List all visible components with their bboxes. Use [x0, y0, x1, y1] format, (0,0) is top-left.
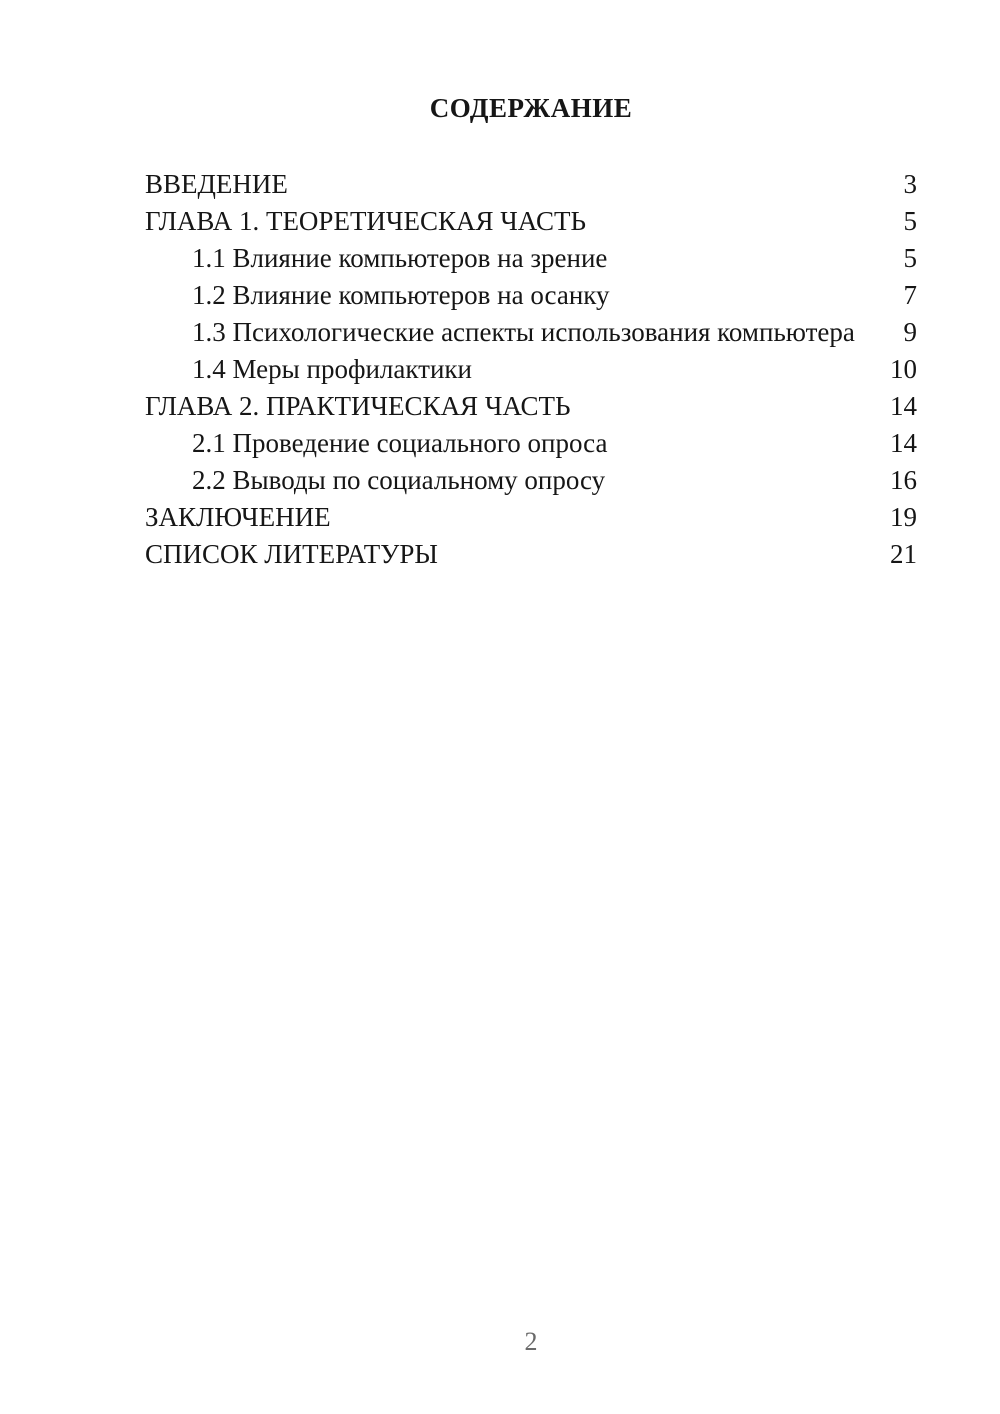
toc-entry-page: 10: [890, 354, 917, 384]
toc-entry-title: 2.1 Проведение социального опроса: [192, 428, 608, 458]
toc-entry-page: 5: [903, 206, 917, 236]
toc-entry-page: 5: [903, 243, 917, 273]
toc-entry-2-2: [145, 462, 917, 499]
toc-entry-2-1: [145, 425, 917, 462]
toc-entry-page: 9: [903, 317, 917, 347]
toc-entry-page: 14: [890, 428, 917, 458]
toc-entry-1-4: [145, 351, 917, 388]
toc-entry-title: ГЛАВА 2. ПРАКТИЧЕСКАЯ ЧАСТЬ: [145, 391, 571, 421]
toc-entry-title: 1.4 Меры профилактики: [192, 354, 472, 384]
toc-entry-title: ЗАКЛЮЧЕНИЕ: [145, 502, 331, 532]
toc-content: [145, 90, 917, 573]
toc-entry-title: 2.2 Выводы по социальному опросу: [192, 465, 606, 495]
table-of-contents: [145, 166, 917, 573]
toc-entry-title: 1.3 Психологические аспекты использования компьютера: [192, 317, 855, 347]
toc-entry-title: 1.2 Влияние компьютеров на осанку: [192, 280, 610, 310]
footer-page-number: 2: [524, 1327, 538, 1356]
toc-entry-title: ВВЕДЕНИЕ: [145, 169, 288, 199]
toc-entry-glava-2: [145, 388, 917, 425]
toc-entry-page: 14: [890, 391, 917, 421]
toc-entry-1-2: [145, 277, 917, 314]
toc-entry-glava-1: [145, 203, 917, 240]
toc-entry-title: ГЛАВА 1. ТЕОРЕТИЧЕСКАЯ ЧАСТЬ: [145, 206, 586, 236]
toc-entry-title: СПИСОК ЛИТЕРАТУРЫ: [145, 539, 438, 569]
toc-entry-page: 19: [890, 502, 917, 532]
toc-entry-page: 7: [903, 280, 917, 310]
toc-entry-1-1: [145, 240, 917, 277]
page-title: СОДЕРЖАНИЕ: [429, 93, 633, 123]
toc-entry-page: 3: [903, 169, 917, 199]
toc-entry-spisok-literatury: [145, 536, 917, 573]
toc-entry-vvedenie: [145, 166, 917, 203]
toc-entry-zaklyuchenie: [145, 499, 917, 536]
toc-entry-page: 16: [890, 465, 917, 495]
toc-entry-1-3: [145, 314, 917, 351]
toc-entry-title: 1.1 Влияние компьютеров на зрение: [192, 243, 608, 273]
toc-entry-page: 21: [890, 539, 917, 569]
